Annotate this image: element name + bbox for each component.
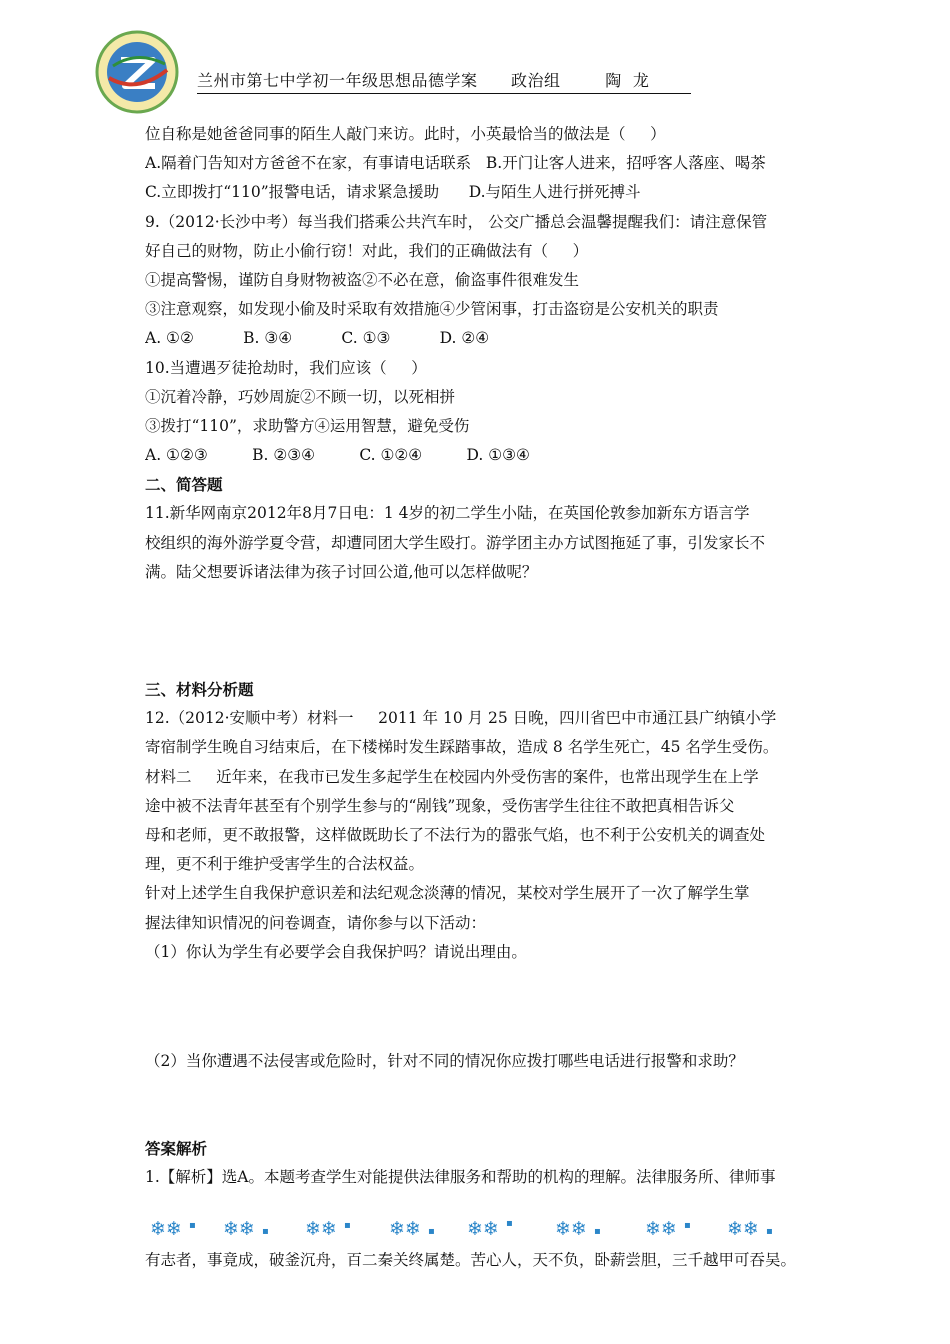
text-line: 满。陆父想要诉诸法律为孩子讨回公道,他可以怎样做呢？ — [145, 562, 538, 581]
text-line: ①提高警惕，谨防自身财物被盗②不必在意，偷盗事件很难发生 — [145, 270, 580, 289]
question-10: 10.当遭遇歹徒抢劫时，我们应该（ ） — [145, 358, 427, 377]
dot-icon: ▪ — [344, 1220, 351, 1231]
dot-icon: ▪ — [594, 1226, 601, 1237]
text-line: 母和老师，更不敢报警，这样做既助长了不法行为的嚣张气焰，也不利于公安机关的调查处 — [145, 825, 766, 844]
dot-icon: ▪ — [506, 1218, 513, 1229]
snowflake-icon: ❄❄ — [467, 1218, 499, 1240]
snowflake-icon: ❄❄ — [727, 1218, 759, 1240]
dot-icon: ▪ — [189, 1220, 196, 1231]
option-line: C.立即拨打“110”报警电话，请求紧急援助 D.与陌生人进行拼死搏斗 — [145, 183, 641, 202]
text-line: ①沉着冷静，巧妙周旋②不顾一切，以死相拼 — [145, 387, 456, 406]
answers-heading: 答案解析 — [145, 1139, 208, 1159]
option-line: A.隔着门告知对方爸爸不在家，有事请电话联系 B.开门让客人进来，招呼客人落座、喝茶 — [145, 154, 766, 173]
dot-icon: ▪ — [262, 1226, 269, 1237]
question-12: 12.（2012·安顺中考）材料一 2011 年 10 月 25 日晚，四川省巴中市通江县广纳镇小学 — [145, 709, 777, 728]
dot-icon: ▪ — [684, 1220, 691, 1231]
answer-space — [145, 587, 810, 675]
section-heading-material-analysis: 三、材料分析题 — [145, 680, 254, 699]
page-header — [95, 30, 695, 90]
snowflake-icon: ❄❄ — [389, 1218, 421, 1240]
text-line: 寄宿制学生晚自习结束后，在下楼梯时发生踩踏事故，造成 8 名学生死亡，45 名学生受伤。 — [145, 738, 779, 757]
footer-motto: 有志者，事竟成，破釜沉舟，百二秦关终属楚。苦心人，天不负，卧薪尝胆，三千越甲可吞吴。 — [145, 1251, 797, 1269]
snowflake-icon: ❄❄ — [645, 1218, 677, 1240]
answer-space — [145, 967, 810, 1047]
text-line: 途中被不法青年甚至有个别学生参与的“剐钱”现象，受伤害学生往往不敢把真相告诉父 — [145, 796, 735, 815]
decorative-divider — [145, 1218, 810, 1240]
snowflake-icon: ❄❄ — [305, 1218, 337, 1240]
dot-icon: ▪ — [766, 1226, 773, 1237]
header-title: 兰州市第七中学初一年级思想品德学案 政治组 陶 龙 — [197, 68, 691, 94]
text-line: 握法律知识情况的问卷调查，请你参与以下活动： — [145, 913, 487, 932]
snowflake-icon: ❄❄ — [555, 1218, 587, 1240]
question-9: 9.（2012·长沙中考）每当我们搭乘公共汽车时， 公交广播总会温馨提醒我们：请注意保管 — [145, 212, 768, 231]
answer-line: 1.【解析】选A。本题考查学生对能提供法律服务和帮助的机构的理解。法律服务所、律师事 — [145, 1168, 776, 1187]
dot-icon: ▪ — [428, 1226, 435, 1237]
snowflake-icon: ❄❄ — [223, 1218, 255, 1240]
text-line: 校组织的海外游学夏令营，却遭同团大学生殴打。游学团主办方试图拖延了事，引发家长不 — [145, 533, 766, 552]
text-line: 好自己的财物，防止小偷行窃！对此，我们的正确做法有（ ） — [145, 241, 589, 260]
school-logo-icon — [95, 30, 179, 114]
option-line: A. ①② B. ③④ C. ①③ D. ②④ — [145, 329, 490, 348]
text-line: 针对上述学生自我保护意识差和法纪观念淡薄的情况，某校对学生展开了一次了解学生掌 — [145, 884, 750, 903]
text-line: 理，更不利于维护受害学生的合法权益。 — [145, 855, 425, 874]
section-heading-short-answer: 二、简答题 — [145, 475, 223, 495]
option-line: A. ①②③ B. ②③④ C. ①②④ D. ①③④ — [145, 446, 530, 465]
sub-question-1: （1）你认为学生有必要学会自我保护吗？请说出理由。 — [145, 942, 527, 961]
snowflake-icon: ❄❄ — [150, 1218, 182, 1240]
sub-question-2: （2）当你遭遇不法侵害或危险时，针对不同的情况你应拨打哪些电话进行报警和求助？ — [145, 1051, 744, 1070]
answer-space — [145, 1076, 810, 1134]
text-line: 位自称是她爸爸同事的陌生人敲门来访。此时，小英最恰当的做法是（ ） — [145, 125, 666, 143]
text-line: 材料二 近年来，在我市已发生多起学生在校园内外受伤害的案件，也常出现学生在上学 — [145, 767, 759, 786]
text-line: ③注意观察，如发现小偷及时采取有效措施④少管闲事，打击盗窃是公安机关的职责 — [145, 300, 719, 319]
document-body — [145, 120, 810, 1192]
question-11: 11.新华网南京2012年8月7日电：1 4岁的初二学生小陆，在英国伦敦参加新东方语言学 — [145, 504, 750, 523]
text-line: ③拨打“110”，求助警方④运用智慧，避免受伤 — [145, 416, 470, 435]
